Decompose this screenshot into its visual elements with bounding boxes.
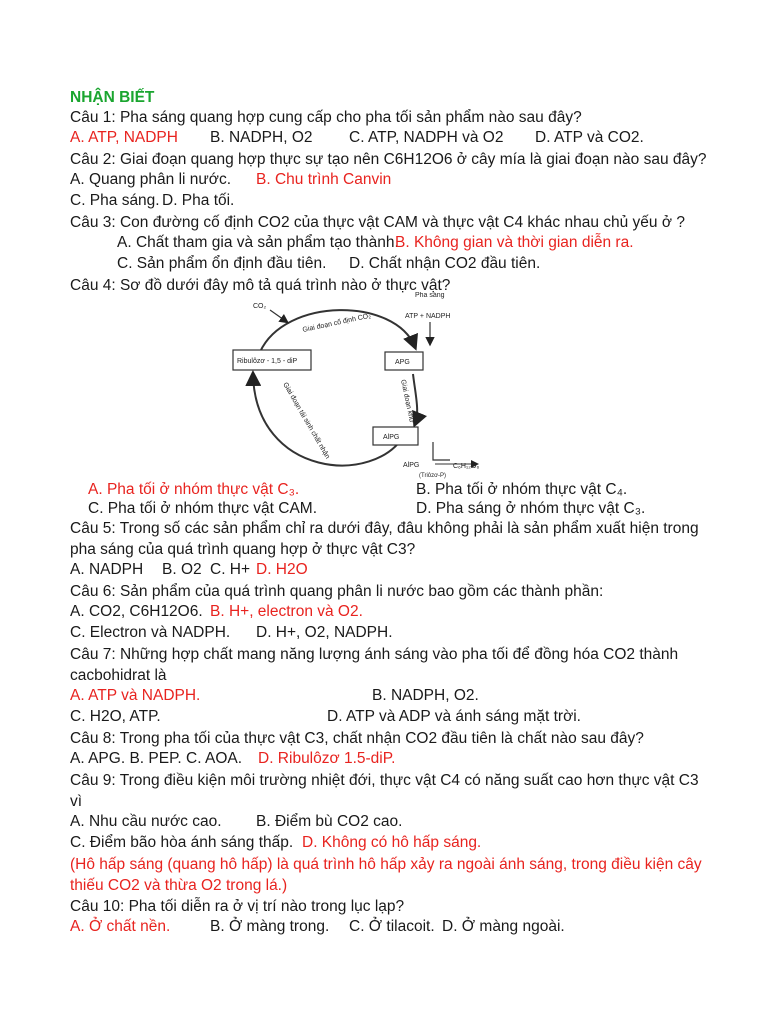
q10-option-b: B. Ở màng trong. <box>210 918 330 935</box>
co2-label: CO₂ <box>253 303 267 310</box>
q1-option-a: A. ATP, NADPH <box>70 129 178 146</box>
q10-stem: Câu 10: Pha tối diễn ra ở vị trí nào trong lục lạp? <box>70 898 405 915</box>
ribulose-label: Ribulôzơ - 1,5 - diP <box>237 358 298 365</box>
q9-note-line2: thiếu CO2 và thừa O2 trong lá.) <box>70 877 288 894</box>
q7-option-d: D. ATP và ADP và ánh sáng mặt trời. <box>327 708 581 725</box>
q5-stem-line2: pha sáng của quá trình quang hợp ở thực vật C3? <box>70 541 416 558</box>
q6-option-a: A. CO2, C6H12O6. <box>70 603 203 620</box>
fixation-arrow <box>260 310 415 352</box>
q4-stem: Câu 4: Sơ đồ dưới đây mô tả quá trình nào ở thực vật? <box>70 277 451 294</box>
q2-option-c: C. Pha sáng. <box>70 192 160 209</box>
q3-option-b: B. Không gian và thời gian diễn ra. <box>395 234 634 251</box>
q5-option-d: D. H2O <box>256 561 308 578</box>
q2-option-a: A. Quang phân li nước. <box>70 171 231 188</box>
q2-option-d: D. Pha tối. <box>162 192 235 209</box>
trioza-label: (Triôzơ-P) <box>419 473 447 479</box>
q5-option-c: C. H+ <box>210 561 251 578</box>
light-phase-label: Pha sáng <box>415 292 445 299</box>
output-alpg-label: AlPG <box>403 462 420 469</box>
q7-option-a: A. ATP và NADPH. <box>70 687 201 704</box>
q5-stem-line1: Câu 5: Trong số các sản phẩm chỉ ra dưới đây, đâu không phải là sản phẩm xuất hiện trong <box>70 520 699 537</box>
q7-option-c: C. H2O, ATP. <box>70 708 161 725</box>
q9-note-line1: (Hô hấp sáng (quang hô hấp) là quá trình hô hấp xảy ra ngoài ánh sáng, trong điều kiện cây <box>70 856 702 873</box>
q10-option-d: D. Ở màng ngoài. <box>442 918 565 935</box>
q3-option-c: C. Sản phẩm ổn định đầu tiên. <box>117 255 327 272</box>
stage-regen-label: Giai đoạn tái sinh chất nhận <box>281 381 331 461</box>
q2-stem: Câu 2: Giai đoạn quang hợp thực sự tạo nên C6H12O6 ở cây mía là giai đoạn nào sau đây? <box>70 151 707 168</box>
q3-stem: Câu 3: Con đường cố định CO2 của thực vật CAM và thực vật C4 khác nhau chủ yếu ở ? <box>70 214 685 231</box>
q10-option-a: A. Ở chất nền. <box>70 918 171 935</box>
stage-fix-label: Giai đoạn cố định CO₂ <box>301 312 372 334</box>
q10-option-c: C. Ở tilacoit. <box>349 918 435 935</box>
q7-option-b: B. NADPH, O2. <box>372 687 479 704</box>
q6-option-d: D. H+, O2, NADPH. <box>256 624 393 641</box>
q8-option-d: D. Ribulôzơ 1.5-diP. <box>258 750 396 767</box>
q3-option-d: D. Chất nhận CO2 đầu tiên. <box>349 255 541 272</box>
q8-options-abc: A. APG. B. PEP. C. AOA. <box>70 750 243 767</box>
q2-option-b: B. Chu trình Canvin <box>256 171 392 188</box>
section-heading: NHẬN BIẾT <box>70 89 155 106</box>
q4-option-d: D. Pha sáng ở nhóm thực vật C₃. <box>416 500 646 517</box>
q3-option-a: A. Chất tham gia và sản phẩm tạo thành. <box>117 234 399 251</box>
q6-stem: Câu 6: Sản phẩm của quá trình quang phân li nước bao gồm các thành phần: <box>70 583 604 600</box>
alpg-label: AlPG <box>383 434 400 441</box>
q5-option-b: B. O2 <box>162 561 202 578</box>
q7-stem-line2: cacbohidrat là <box>70 667 167 684</box>
q6-option-c: C. Electron và NADPH. <box>70 624 231 641</box>
q9-option-c: C. Điểm bão hòa ánh sáng thấp. <box>70 834 294 851</box>
q9-option-d: D. Không có hô hấp sáng. <box>302 834 482 851</box>
q1-option-b: B. NADPH, O2 <box>210 129 313 146</box>
atp-nadph-label: ATP + NADPH <box>405 313 451 320</box>
calvin-cycle-diagram <box>225 292 485 482</box>
q4-option-a: A. Pha tối ở nhóm thực vật C₃. <box>88 481 300 498</box>
q1-option-d: D. ATP và CO2. <box>535 129 644 146</box>
q9-stem-line1: Câu 9: Trong điều kiện môi trường nhiệt đới, thực vật C4 có năng suất cao hơn thực vật C3 <box>70 772 699 789</box>
q4-option-b: B. Pha tối ở nhóm thực vật C₄. <box>416 481 628 498</box>
q9-option-b: B. Điểm bù CO2 cao. <box>256 813 403 830</box>
q1-option-c: C. ATP, NADPH và O2 <box>349 129 504 146</box>
q9-option-a: A. Nhu cầu nước cao. <box>70 813 222 830</box>
q9-stem-line2: vì <box>70 793 83 810</box>
stage-reduce-label: Giai đoạn khử <box>399 378 416 424</box>
output-product-label: C₆H₁₂O₆ <box>453 463 480 470</box>
q4-option-c: C. Pha tối ở nhóm thực vật CAM. <box>88 500 318 517</box>
q8-stem: Câu 8: Trong pha tối của thực vật C3, chất nhận CO2 đầu tiên là chất nào sau đây? <box>70 730 644 747</box>
q6-option-b: B. H+, electron và O2. <box>210 603 363 620</box>
q1-stem: Câu 1: Pha sáng quang hợp cung cấp cho pha tối sản phẩm nào sau đây? <box>70 109 582 126</box>
q5-option-a: A. NADPH <box>70 561 144 578</box>
apg-label: APG <box>395 359 410 366</box>
q7-stem-line1: Câu 7: Những hợp chất mang năng lượng ánh sáng vào pha tối để đồng hóa CO2 thành <box>70 646 679 663</box>
